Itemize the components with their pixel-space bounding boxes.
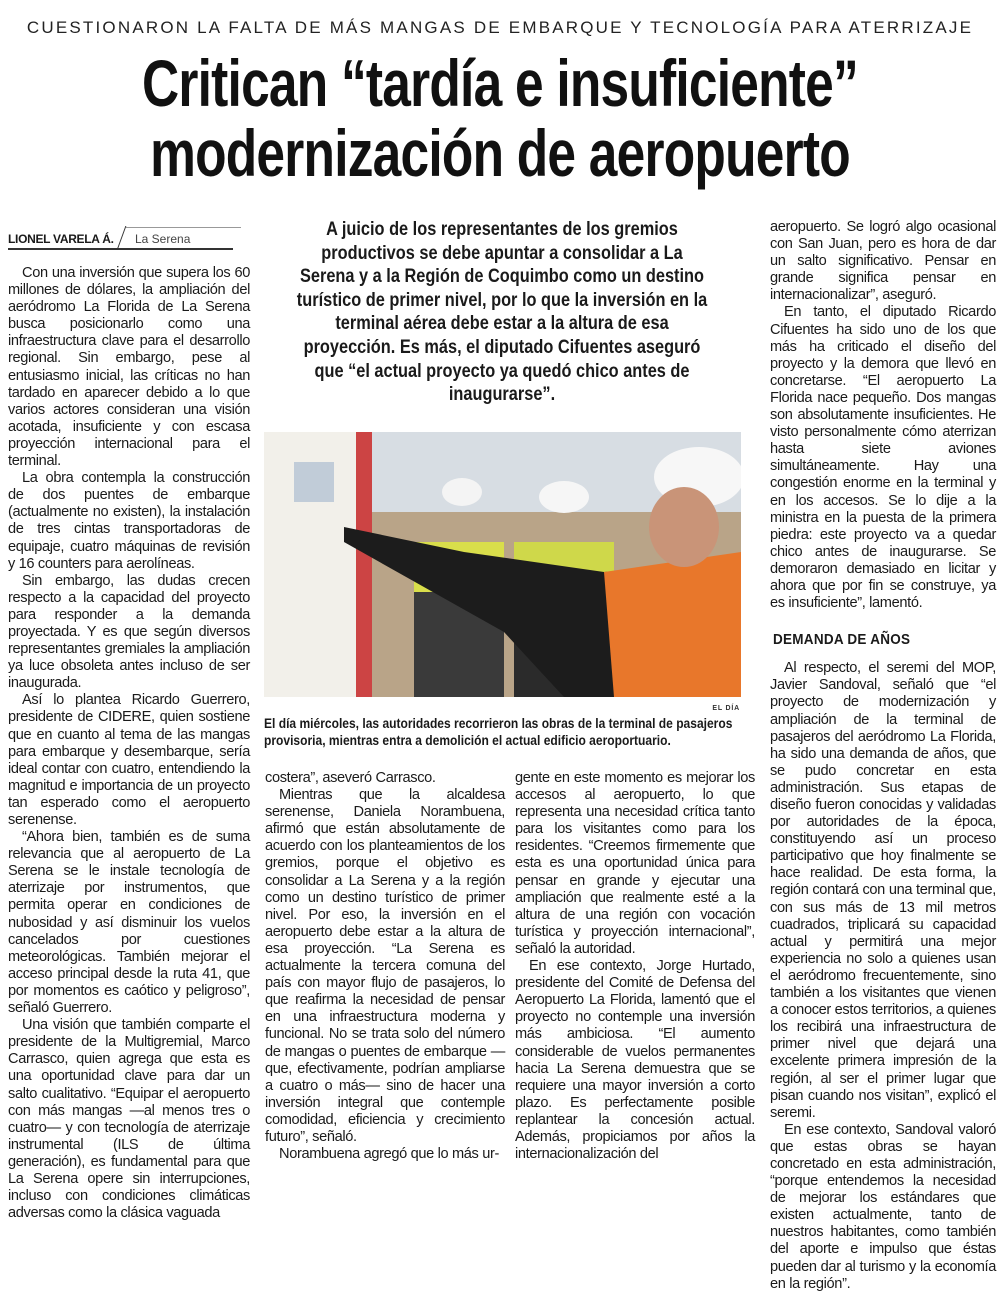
paragraph: “Ahora bien, también es de suma relevancia que al aeropuerto de La Serena se le instale tecnología de aterrizaje por instrumentos, que permita operar en condiciones de nubosidad y así disminuir los vuelos cancelados por cuestiones meteorológicas. También mejorar el acceso principal desde la ruta 41, que por momentos es caótico y peligroso”, señaló Guerrero. bbox=[8, 829, 250, 1017]
column-2 bbox=[265, 770, 505, 1163]
paragraph-continued: gente en este momento es mejorar los accesos al aeropuerto, lo que representa una necesidad crítica tanto para los visitantes como para los residentes. “Creemos firmemente que esta es una oportunidad única para pensar en grande y ejecutar una ampliación que realmente esté a la altura de una región con vocación turística y proyección internacional”, señaló la autoridad. bbox=[515, 770, 755, 957]
author: LIONEL VARELA Á. bbox=[8, 232, 114, 246]
paragraph: Norambuena agregó que lo más ur- bbox=[279, 1146, 499, 1163]
paragraph: En ese contexto, Sandoval valoró que estas obras se hayan concretado en esta administración, “porque entendemos la necesidad de mejorar los estándares que existen actualmente, tanto de nuestros habitantes, como también del aporte e impulso que éstas pueden dar al turismo y la economía en la región”. bbox=[770, 1121, 996, 1292]
paragraph: Al respecto, el seremi del MOP, Javier Sandoval, señaló que “el proyecto de modernización y ampliación de la terminal de pasajeros del aeródromo La Florida, ha sido una demanda de años, que se pudo concretar en esta administración. Sus etapas de diseño fueron conocidas y validadas por autoridades de la época, constituyendo así un proceso participativo que hoy finalmente se hace realidad. De esta forma, la región contará con una terminal que, con sus más de 13 mil metros cuadrados, triplicará su capacidad actual y permitirá una mejor experiencia no solo a quienes usan el aeródromo frecuentemente, sino también a los visitantes que vienen a conocer estos territorios, a quienes los recibirá una infraestructura de primer nivel que dejará una excelente primera impresión de la región, al ser el primer lugar que pisan cuando nos visitan”, explicó el seremi. bbox=[770, 660, 997, 1121]
paragraph: La obra contempla la construcción de dos puentes de embarque (actualmente no existen), la instalación de tres cintas transportadoras de equipaje, cuatro máquinas de revisión y 16 counters para aerolíneas. bbox=[8, 470, 250, 572]
paragraph: Sin embargo, las dudas crecen respecto a la capacidad del proyecto para responder a la demanda proyectada. Y es que según diversos representantes gremiales la ampliación ya luce obsoleta antes incluso de ser inaugurada. bbox=[8, 572, 250, 692]
photo-caption: El día miércoles, las autoridades recorrieron las obras de la terminal de pasajeros provisoria, mientras entra a demolición el actual edificio aeroportuario. bbox=[264, 715, 733, 748]
headline bbox=[110, 48, 890, 188]
photo-credit: EL DÍA bbox=[712, 705, 740, 712]
column-1 bbox=[8, 265, 250, 1222]
paragraph: Mientras que la alcaldesa serenense, Daniela Norambuena, afirmó que están absolutamente de acuerdo con los planteamientos de los gremios, porque el objetivo es consolidar a La Serena y a la región como un destino turístico de primer nivel. Por eso, la inversión en el aeropuerto debe estar a la altura de esa proyección. “La Serena es actualmente la tercera comuna del país con mayor flujo de pasajeros, lo que reafirma la necesidad de pensar en una infraestructura moderna y funcional. No se trata solo del número de mangas o puentes de embarque —que, efectivamente, podrían ampliarse a cuatro o más— sino de hacer una inversión integral que contemple comodidad, eficiencia y crecimiento futuro”, señaló. bbox=[265, 787, 505, 1145]
paragraph: Así lo plantea Ricardo Guerrero, presidente de CIDERE, quien sostiene que en cuanto al tema de las mangas para embarque y desembarque, sería ideal contar con cuatro, entendiendo la magnitud e importancia de un proyecto tan esperado como el aeropuerto serenense. bbox=[8, 692, 250, 828]
column-4 bbox=[770, 219, 996, 1293]
kicker: CUESTIONARON LA FALTA DE MÁS MANGAS DE EMBARQUE Y TECNOLOGÍA PARA ATERRIZAJE bbox=[26, 18, 974, 37]
paragraph-continued: costera”, aseveró Carrasco. bbox=[265, 770, 436, 786]
byline-rule bbox=[126, 227, 241, 228]
deck: A juicio de los representantes de los gremios productivos se debe apuntar a consolidar a La Serena y a la Región de Coquimbo como un destino turístico de primer nivel, por lo que la inversión en la terminal aérea debe estar a la altura de esa proyección. Es más, el diputado Cifuentes aseguró que “el actual proyecto ya quedó chico antes de inaugurarse”. bbox=[296, 219, 708, 406]
dateline: La Serena bbox=[135, 232, 191, 246]
paragraph: En ese contexto, Jorge Hurtado, presidente del Comité de Defensa del Aeropuerto La Florida, lamentó que el proyecto no contemple una inversión más ambiciosa. “El aumento considerable de vuelos permanentes hacia La Serena demuestra que se requiere una mayor inversión a corto plazo. Es perfectamente posible replantear la concesión actual. Además, propiciamos por años la internacionalización del bbox=[515, 958, 755, 1163]
photo-illustration bbox=[264, 432, 741, 697]
headline-line-1: Critican “tardía e insuficiente” bbox=[142, 46, 858, 120]
byline bbox=[8, 228, 233, 250]
paragraph-continued: aeropuerto. Se logró algo ocasional con San Juan, pero es hora de dar un salto significativo. Pensar en grande significa pensar en internacionalizar”, aseguró. bbox=[770, 219, 996, 304]
headline-line-2: modernización de aeropuerto bbox=[150, 116, 850, 190]
column-3 bbox=[515, 770, 755, 1163]
subheading: DEMANDA DE AÑOS bbox=[773, 631, 911, 649]
paragraph: Una visión que también comparte el presidente de la Multigremial, Marco Carrasco, quien agrega que esta es una oportunidad clave para dar un salto cualitativo. “Equipar el aeropuerto con más mangas —al menos tres o cuatro— y con tecnología de aterrizaje instrumental (ILS de última generación), es fundamental para que La Serena opere sin interrupciones, incluso con condiciones climáticas adversas como la clásica vaguada bbox=[8, 1017, 250, 1222]
byline-divider bbox=[117, 226, 127, 250]
article-photo bbox=[264, 432, 741, 697]
paragraph: En tanto, el diputado Ricardo Cifuentes ha sido uno de los que más ha criticado el diseño del proyecto y la demora que llevó en concretarse. “El aeropuerto La Florida nace pequeño. Dos mangas son absolutamente insuficientes. He visto personalmente cómo aterrizan hasta siete aviones simultáneamente. Hay una congestión enorme en la terminal y en los accesos. Se lo dije a la ministra en la puesta de la primera piedra: este proyecto va a quedar chico antes de inaugurarse. Se demoraron demasiado en licitar y ahora que por fin se construye, ya es insuficiente”, lamentó. bbox=[770, 304, 996, 612]
paragraph: Con una inversión que supera los 60 millones de dólares, la ampliación del aeródromo La Florida de La Serena busca posicionarlo como una infraestructura clave para el desarrollo regional. Sin embargo, pese al entusiasmo inicial, las críticas no han tardado en aparecer debido a lo que varios actores consideran una visión acotada, insuficiente y con escasa proyección internacional para el terminal. bbox=[8, 265, 250, 470]
